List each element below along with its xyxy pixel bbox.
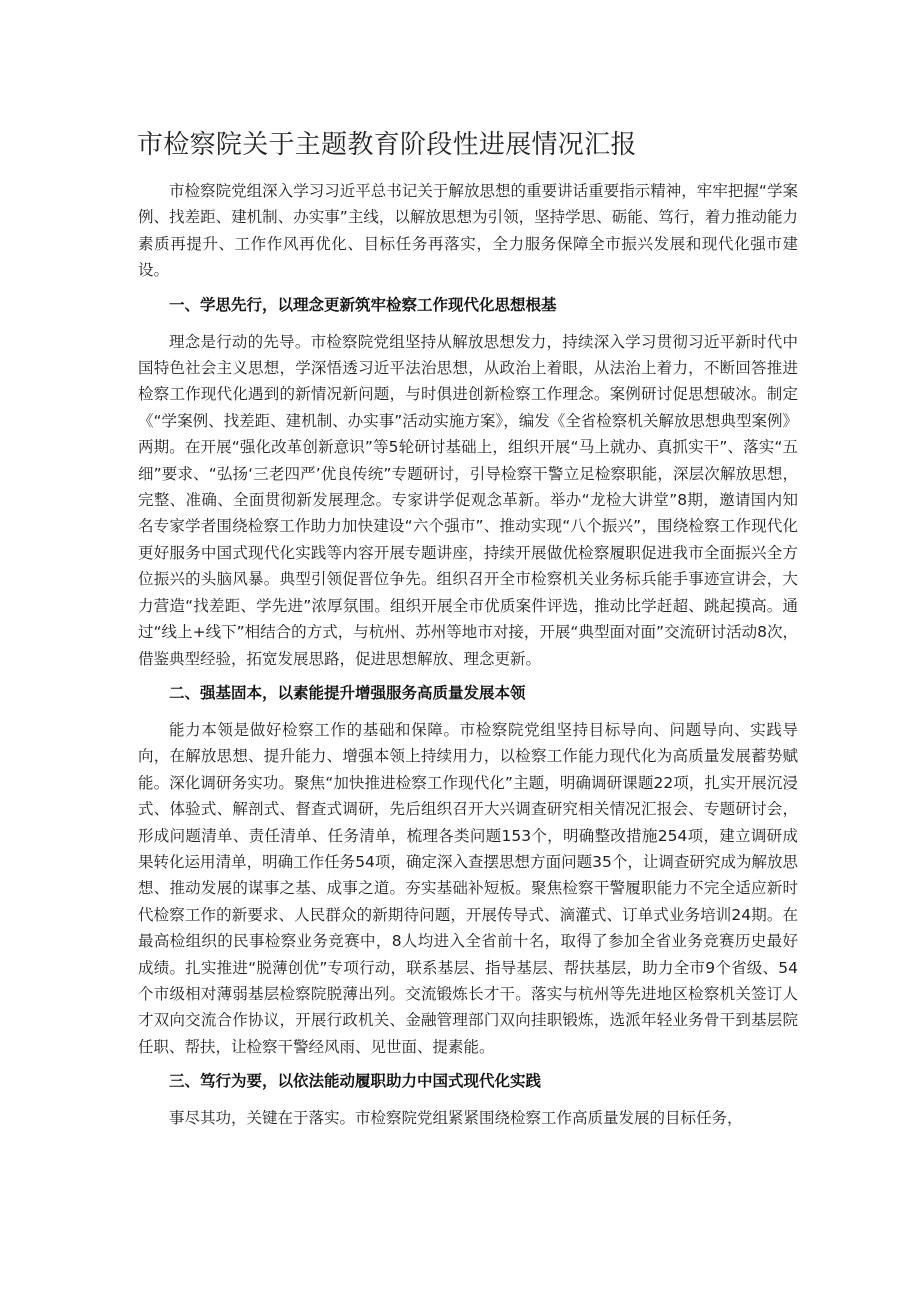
section-2-paragraph: 能力本领是做好检察工作的基础和保障。市检察院党组坚持目标导向、问题导向、实践导向，在解放思想、提升能力、增强本领上持续用力，以检察工作能力现代化为高质量发展蓄势赋能。深化调研务实功。聚焦“加快推进检察工作现代化”主题，明确调研课题22项，扎实开展沉浸式、体验式、解剖式、督查式调研，先后组织召开大兴调查研究相关情况汇报会、专题研讨会，形成问题清单、责任清单、任务清单，梳理各类问题153个，明确整改措施254项，建立调研成果转化运用清单，明确工作任务54项，确定深入查摆思想方面问题35个，让调查研究成为解放思想、推动发展的谋事之基、成事之道。夯实基础补短板。聚焦检察干警履职能力不完全适应新时代检察工作的新要求、人民群众的新期待问题，开展传导式、滴灌式、订单式业务培训24期。在最高检组织的民事检察业务竞赛中，8人均进入全省前十名，取得了参加全省业务竞赛历史最好成绩。扎实推进“脱薄创优”专项行动，联系基层、指导基层、帮扶基层，助力全市9个省级、54个市级相对薄弱基层检察院脱薄出列。交流锻炼长才干。落实与杭州等先进地区检察机关签订人才双向交流合作协议，开展行政机关、金融管理部门双向挂职锻炼，选派年轻业务骨干到基层院任职、帮扶，让检察干警经风雨、见世面、提素能。 <box>138 720 798 1056</box>
section-3-paragraph: 事尽其功，关键在于落实。市检察院党组紧紧围绕检察工作高质量发展的目标任务， <box>169 1109 743 1128</box>
section-1-paragraph: 理念是行动的先导。市检察院党组坚持从解放思想发力，持续深入学习贯彻习近平新时代中国特色社会主义思想，学深悟透习近平法治思想，从政治上着眼，从法治上着力，不断回答推进检察工作现代化遇到的新情况新问题，与时俱进创新检察工作理念。案例研讨促思想破冰。制定《“学案例、找差距、建机制、办实事”活动实施方案》，编发《全省检察机关解放思想典型案例》两期。在开展“强化改革创新意识”等5轮研讨基础上，组织开展“马上就办、真抓实干”、落实“五细”要求、“弘扬‘三老四严’优良传统”专题研讨，引导检察干警立足检察职能，深层次解放思想，完整、准确、全面贯彻新发展理念。专家讲学促观念革新。举办“龙检大讲堂”8期，邀请国内知名专家学者围绕检察工作助力加快建设“六个强市”、推动实现“八个振兴”，围绕检察工作现代化更好服务中国式现代化实践等内容开展专题讲座，持续开展做优检察履职促进我市全面振兴全方位振兴的头脑风暴。典型引领促晋位争先。组织召开全市检察机关业务标兵能手事迹宣讲会，大力营造“找差距、学先进”浓厚氛围。组织开展全市优质案件评选，推动比学赶超、跳起摸高。通过“线上+线下”相结合的方式，与杭州、苏州等地市对接，开展“典型面对面”交流研讨活动8次，借鉴典型经验，拓宽发展思路，促进思想解放、理念更新。 <box>138 332 798 668</box>
section-3-heading: 三、笃行为要，以依法能动履职助力中国式现代化实践 <box>169 1072 542 1091</box>
section-2-heading: 二、强基固本，以素能提升增强服务高质量发展本领 <box>169 683 526 702</box>
document-title: 市检察院关于主题教育阶段性进展情况汇报 <box>137 130 637 160</box>
intro-paragraph: 市检察院党组深入学习习近平总书记关于解放思想的重要讲话重要指示精神，牢牢把握“学案例、找差距、建机制、办实事”主线，以解放思想为引领，坚持学思、砺能、笃行，着力推动能力素质再提升、工作作风再优化、目标任务再落实，全力服务保障全市振兴发展和现代化强市建设。 <box>138 182 798 280</box>
section-1-heading: 一、学思先行，以理念更新筑牢检察工作现代化思想根基 <box>169 295 557 314</box>
document-body <box>138 178 798 1132</box>
